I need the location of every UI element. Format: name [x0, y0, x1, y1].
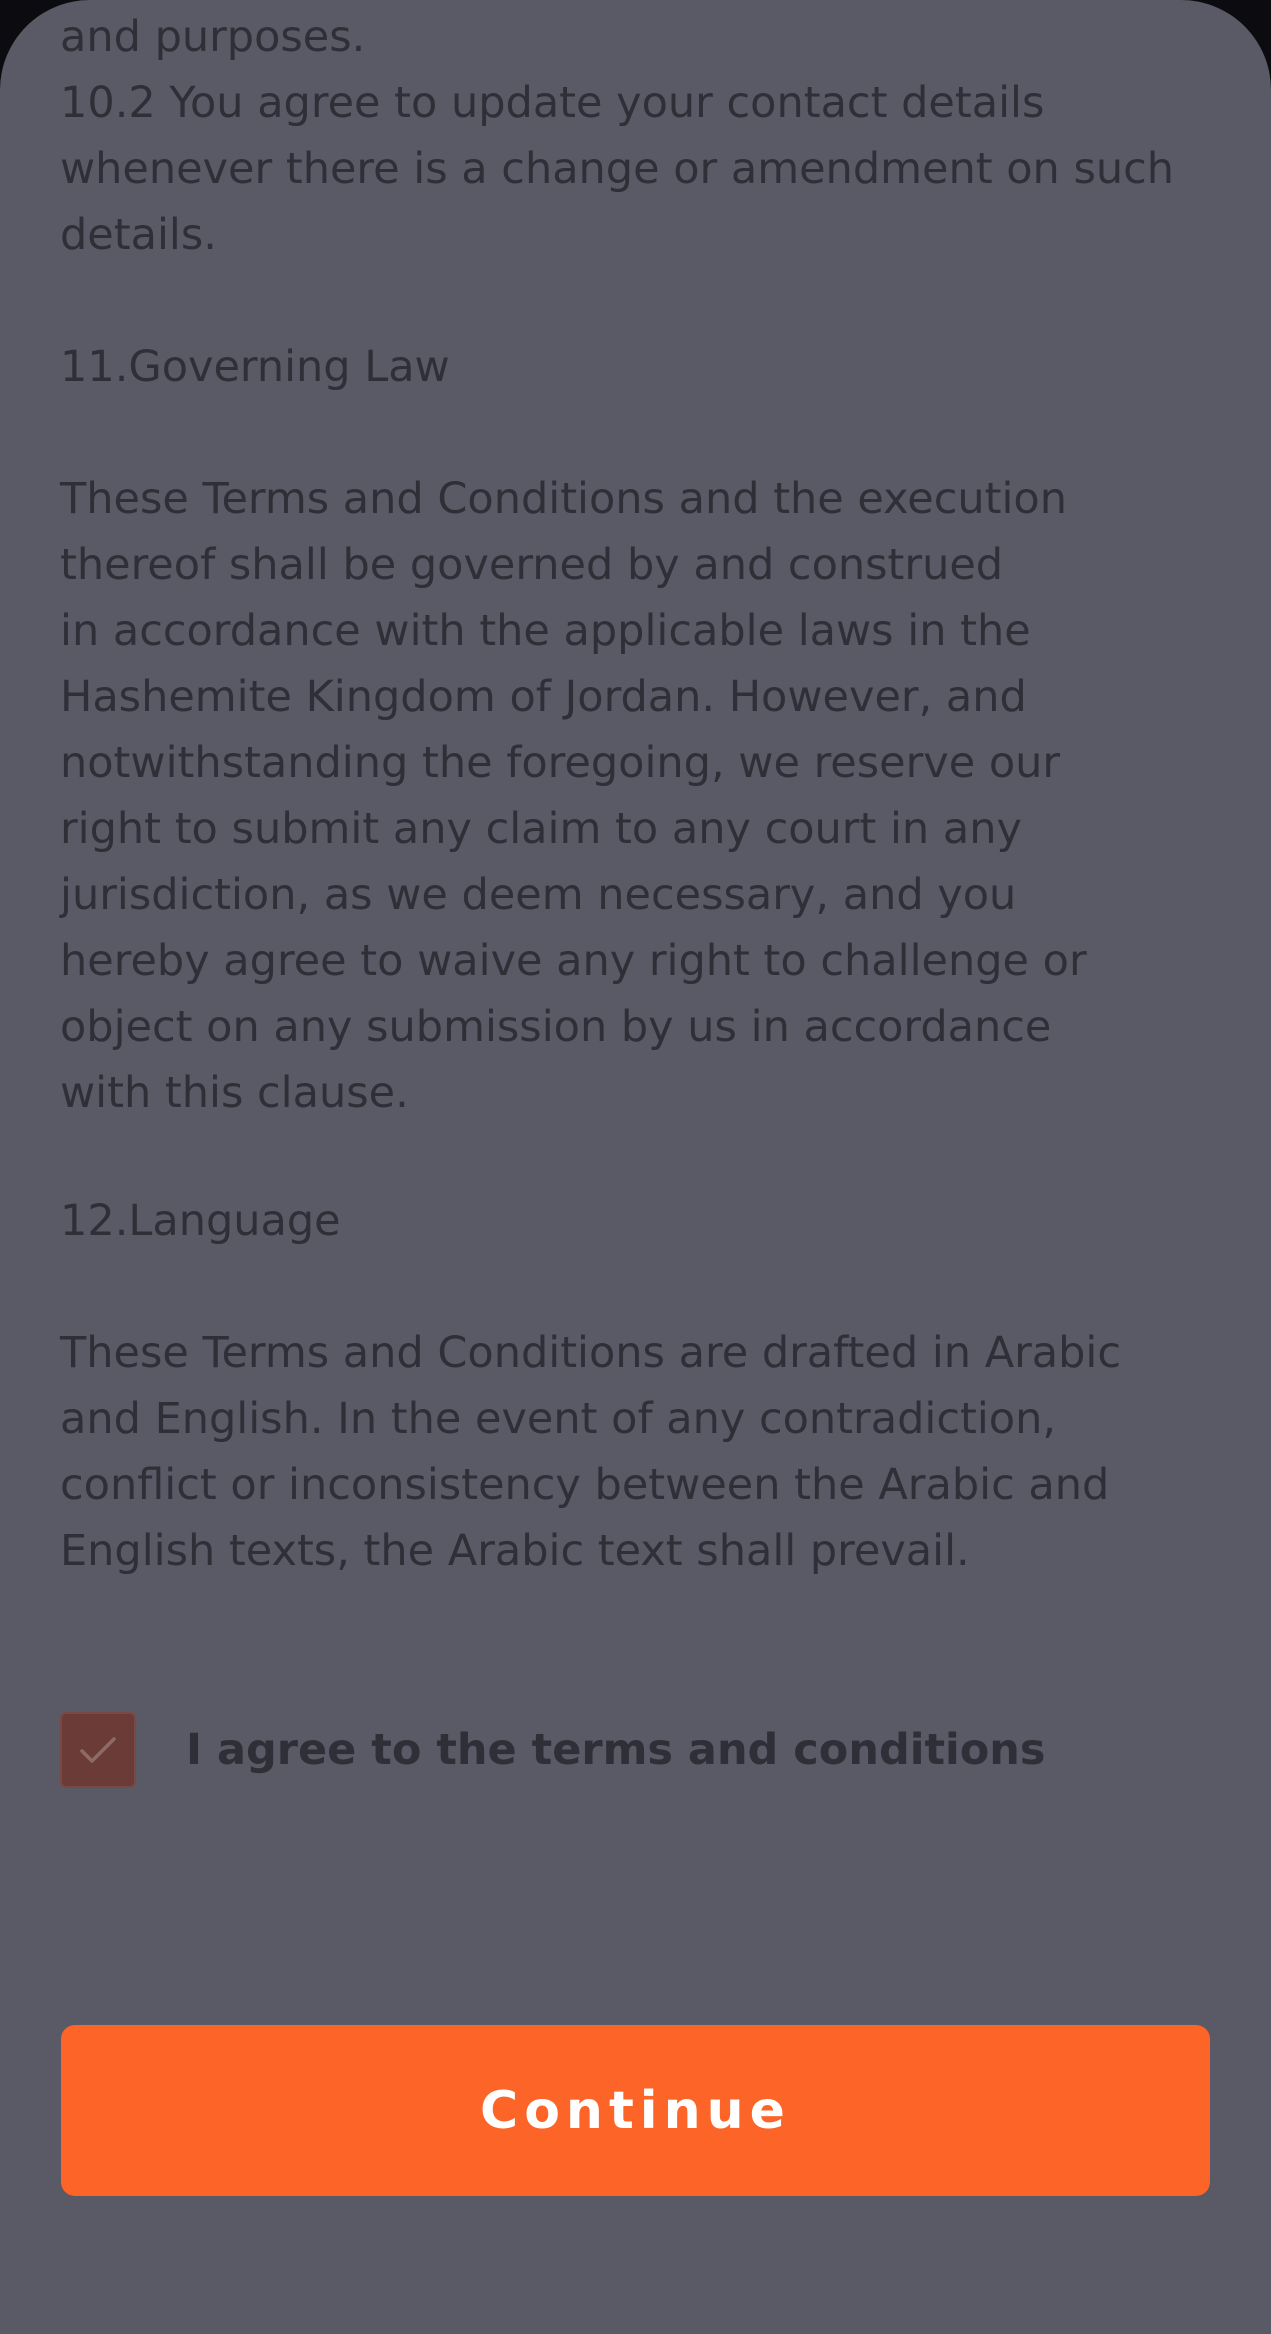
terms-line: whenever there is a change or amendment on such	[60, 144, 1175, 194]
terms-line: in accordance with the applicable laws in the	[60, 606, 1031, 656]
terms-line: with this clause.	[60, 1068, 409, 1118]
terms-intro	[60, 4, 1220, 268]
section-12-heading: 12.Language	[60, 1196, 341, 1246]
terms-line: Hashemite Kingdom of Jordan. However, and	[60, 672, 1027, 722]
section-11-body	[60, 466, 1220, 1126]
agree-label[interactable]: I agree to the terms and conditions	[186, 1725, 1046, 1775]
terms-line: and purposes.	[60, 12, 366, 62]
agree-checkbox[interactable]	[60, 1712, 136, 1788]
terms-line: and English. In the event of any contradiction,	[60, 1394, 1056, 1444]
terms-line: right to submit any claim to any court in any	[60, 804, 1022, 854]
section-12-body	[60, 1320, 1220, 1584]
terms-line: jurisdiction, as we deem necessary, and you	[60, 870, 1017, 920]
terms-line: hereby agree to waive any right to challenge or	[60, 936, 1087, 986]
terms-line: object on any submission by us in accordance	[60, 1002, 1052, 1052]
section-11-heading: 11.Governing Law	[60, 342, 450, 392]
terms-line: details.	[60, 210, 217, 260]
terms-line: conflict or inconsistency between the Arabic and	[60, 1460, 1110, 1510]
terms-line: These Terms and Conditions are drafted in Arabic	[60, 1328, 1122, 1378]
checkmark-icon	[78, 1734, 118, 1766]
terms-line: English texts, the Arabic text shall prevail.	[60, 1526, 970, 1576]
terms-line: 10.2 You agree to update your contact details	[60, 78, 1045, 128]
terms-line: These Terms and Conditions and the execution	[60, 474, 1067, 524]
continue-button[interactable]: Continue	[61, 2025, 1210, 2196]
agree-row[interactable]	[60, 1712, 1046, 1788]
terms-line: thereof shall be governed by and construed	[60, 540, 1004, 590]
terms-line: notwithstanding the foregoing, we reserve our	[60, 738, 1061, 788]
